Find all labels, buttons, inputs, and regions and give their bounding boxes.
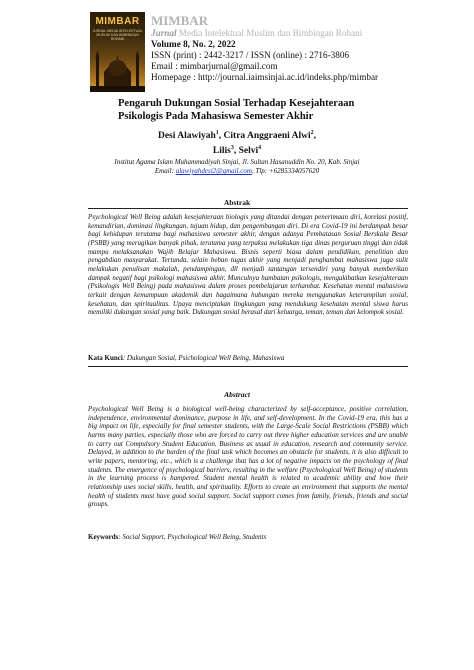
keywords-label: Keywords	[88, 533, 119, 541]
journal-header	[151, 13, 471, 83]
journal-subtitle-rest: Media Intelektual Muslim dan Bimbingan Rohani	[176, 28, 363, 38]
author-affil-marker: 3	[230, 144, 234, 151]
author-name: , Selvi	[233, 145, 259, 156]
journal-homepage[interactable]: Homepage : http://journal.iaimsinjai.ac.id/indeks.php/mimbar	[151, 72, 379, 82]
author-name: Lilis	[212, 145, 231, 156]
abstract-keywords	[88, 533, 418, 542]
cover-title: MIMBAR	[95, 16, 140, 27]
abstract-body	[88, 405, 408, 509]
affiliation: Institut Agama Islam Muhammadiyah Sinjai, Jl. Sultan Hasanuddin No. 20, Kab. Sinjai	[114, 158, 360, 166]
keywords-value: : Dukungan Sosial, Psichological Well Being, Mahasiswa	[122, 354, 285, 362]
abstrak-paragraph: Psychological Well Being adalah kesejahteraan biologis yang ditandai dengan penerimaan diri, korelasi positif, kemandirian, dominasi lingkungan, tujuan hidup, dan pengembangan diri. Di era Covid-19 ini berdampak besar bagi kehidupan terutama bagi mahasiswa semester akhir, dengan adanya Pembatasan Sosial Berskala Besar (PSBB) yang merugikan banyak pihak, terutama yang terpaksa melakukan tiga dinas perguruan tinggi dan tidak mampu melaksanakan Wajib Belajar Mahasiswa. Bisnis seperti biasa dalam pendidikan, penelitian dan pengabdian masyarakat. Tertunda, selain beban tugas akhir yang menjadi penghambat mahasiswa juga sulit melakukan penulisan makalah, pendampingan, dll menjadi tantangan tersendiri yang banyak memberikan dampak negatif bagi psikologi mahasiswa akhir. Munculnya hambatan psikologis, mengakibatkan kesejahteraan (Psikologis Well Being) pada mahasiswa dalam proses pembelajaran terhambat. Kesehatan mental mahasiswa terkait dengan kemampuan akademik dan bagaimana hubungan mereka menggunakan keterampilan sosial, kesehatan, dan spiritualitas. Upaya menciptakan lingkungan yang mendukung kesehatan mental siswa harus memiliki dukungan sosial yang baik. Dukungan sosial berasal dari keluarga, teman, teman dan kelompok sosial.	[88, 213, 408, 317]
abstract-heading: Abstract	[224, 390, 250, 399]
title-line-1: Pengaruh Dukungan Sosial Terhadap Kesejahteraan	[118, 98, 355, 109]
keywords-value: : Social Support, Psychological Well Being, Students	[118, 533, 267, 541]
paper-title	[118, 97, 438, 123]
phone: , Tlp: +6285334057620	[251, 167, 320, 175]
author-name: Desi Alawiyah	[157, 131, 216, 142]
mosque-icon	[90, 38, 145, 92]
volume-info: Volume 8, No. 2, 2022	[151, 39, 236, 49]
title-line-2: Psikologis Pada Mahasiswa Semester Akhir	[118, 111, 314, 122]
journal-name: MIMBAR	[151, 13, 209, 28]
divider	[88, 208, 408, 209]
journal-subtitle-bold: Jurnal	[151, 28, 177, 38]
email-label: Email:	[154, 167, 176, 175]
author-list	[0, 128, 474, 157]
author-name: , Citra Anggraeni Alwi	[218, 131, 311, 142]
author-affil-marker: 1	[215, 130, 219, 136]
cover-subtitle: JURNAL MEDIA INTELEKTUAL MUSLIM DAN BIMBINGAN ROHANI	[92, 29, 143, 41]
author-email-link[interactable]: alawiyahdesi2@gmail.com	[175, 167, 252, 175]
journal-cover	[90, 12, 145, 92]
affiliation-block	[0, 158, 474, 176]
abstract-paragraph: Psychological Well Being is a biological well-being characterized by self-acceptance, positive correlation, independence, environmental dominance, purpose in life, and self-development. In the Covid-19 era, this has a big impact on life, especially for final semester students, with the Large-Scale Social Restrictions (PSBB) which harms many parties, especially those who are forced to carry out three higher education services and are unable to carry out Compulsory Student Education. Business as usual in education, research and community service. Delayed, in addition to the burden of the final task which becomes an obstacle for students, it is also difficult to write papers, mentoring, etc., which is a challenge that has a lot of negative impacts on the psychology of final students. The emergence of psychological barriers, resulting in the welfare (Psychological Well Being) of students in the learning process is hampered. Student mental health is related to academic ability and how their relationship uses social skills, health, and spirituality. Efforts to create an environment that supports the mental health of students must have good social support. Social support comes from family, friends, friends and social groups.	[88, 405, 408, 509]
author-affil-marker: 2	[310, 130, 314, 136]
author-affil-marker: 4	[258, 144, 262, 151]
journal-email: Email : mimbarjurnal@gmail.com	[151, 61, 278, 71]
abstrak-heading: Abstrak	[223, 198, 251, 207]
abstrak-body	[88, 213, 408, 317]
journal-subtitle	[151, 28, 471, 39]
issn-info: ISSN (print) : 2442-3217 / ISSN (online) : 2716-3806	[151, 50, 350, 60]
abstrak-keywords	[88, 354, 418, 363]
author-separator: ,	[313, 131, 317, 142]
keywords-label: Kata Kunci	[88, 354, 123, 362]
divider	[88, 366, 408, 367]
